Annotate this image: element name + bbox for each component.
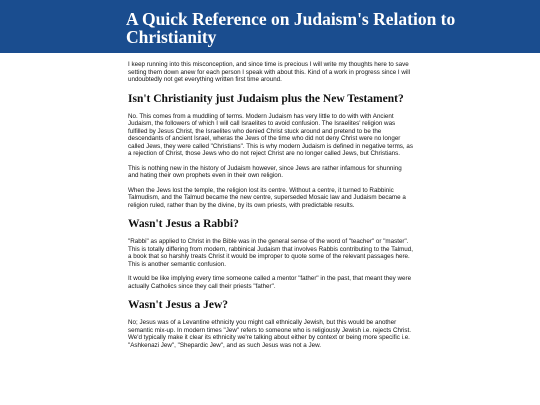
section-heading: Wasn't Jesus a Jew? xyxy=(128,299,228,311)
page-header xyxy=(0,0,540,53)
article-body xyxy=(128,53,413,349)
section-paragraph: When the Jews lost the temple, the religion lost its centre. Without a centre, it turned to Rabbinic Talmudism, and the Talmud became the new centre, superseded Mosaic law and Judaism became a religion ruled, rather than by the divine, by its own priests, with predictable results. xyxy=(128,186,406,209)
section-heading: Wasn't Jesus a Rabbi? xyxy=(128,218,239,230)
section-christianity-judaism xyxy=(128,93,413,210)
section-heading: Isn't Christianity just Judaism plus the New Testament? xyxy=(128,92,404,105)
section-paragraph: No; Jesus was of a Levantine ethnicity you might call ethnically Jewish, but this would be another semantic mix-up. In modern times "Jew" refers to someone who is religiously Jewish i.e. rejects Christ. We'd typically make it clear its ethnicity we're talking about either by context or being more specific i.e. "Ashkenazi Jew", "Shepardic Jew", and as such Jesus was not a Jew. xyxy=(128,319,412,349)
section-paragraph: "Rabbi" as applied to Christ in the Bible was in the general sense of the word of "teacher" or "master". This is totally differing from modern, rabbinical Judaism that involves Rabbis contributing to the Talmud, a book that so harshly treats Christ it would be improper to quote some of the relevant passages here. This is another semantic confusion. xyxy=(128,238,413,268)
section-paragraph: It would be like implying every time someone called a mentor "father" in the past, that meant they were actually Catholics since they call their priests "father". xyxy=(128,275,412,290)
page-title: A Quick Reference on Judaism's Relation to Christianity xyxy=(126,9,456,47)
section-paragraph: No. This comes from a muddling of terms. Modern Judaism has very little to do with with Ancient Judaism, the followers of which I will call Israelites to avoid confusion. The Israelites' religion was fulfilled by Jesus Christ, the Israelites who denied Christ stuck around and pretend to be the descendants of ancient Israel, wheras the Jews of the time who did not deny Christ were no longer called Jews, they were called "Christians". This is why modern Judaism is defined in negative terms, as a rejection of Christ, those Jews who do not reject Christ are no longer called Jews, but Christians. xyxy=(128,112,414,157)
section-jesus-rabbi xyxy=(128,218,413,290)
section-paragraph: This is nothing new in the history of Judaism however, since Jews are rather infamous for shunning and hating their own prophets even in their own religion. xyxy=(128,164,402,179)
section-jesus-jew xyxy=(128,299,413,349)
intro-paragraph: I keep running into this misconception, and since time is precious I will write my thoughts here to save setting them down anew for each person I speak with about this. Kind of a work in progress since I will undoubtedly not get everything written first time around. xyxy=(128,61,411,83)
